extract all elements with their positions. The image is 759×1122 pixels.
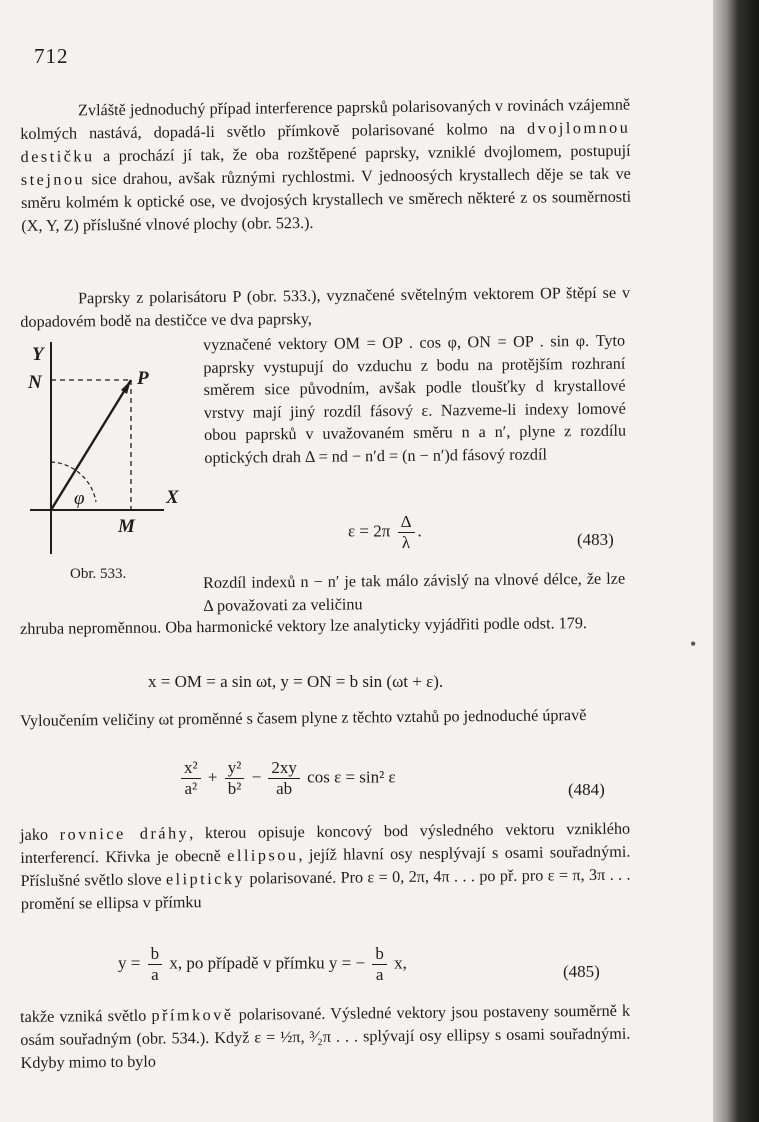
equation-xy: x = OM = a sin ωt, y = ON = b sin (ωt + ε). bbox=[148, 672, 444, 691]
equation-number-483: (483) bbox=[577, 530, 614, 549]
paragraph-harmonic: zhruba neproměnnou. Oba harmonické vektory lze analyticky vyjádřiti podle odst. 179. bbox=[20, 614, 588, 638]
emphasis-text: elipticky bbox=[165, 869, 246, 889]
eq-denominator: a bbox=[375, 965, 384, 984]
label-n: N bbox=[28, 372, 42, 393]
paragraph-elimination: Vyloučením veličiny ωt proměnné s časem plyne z těchto vztahů po jednoduché úpravě bbox=[20, 706, 587, 730]
eq-tail: cos ε = sin² ε bbox=[307, 767, 396, 787]
text-run: Zvláště jednoduchý případ interference paprsků polarisovaných v rovinách vzájemně kolmých nastává, dopadá-li světlo přímkově polarisované kolmo na bbox=[20, 95, 631, 143]
eq-numerator: x² bbox=[181, 758, 201, 779]
eq-numerator: 2xy bbox=[268, 758, 300, 779]
eq-denominator: ab bbox=[276, 779, 293, 798]
eq-denominator: a² bbox=[184, 779, 198, 798]
label-phi: φ bbox=[74, 488, 85, 509]
eq-numerator: b bbox=[148, 944, 163, 965]
paragraph-linear bbox=[20, 1000, 631, 1075]
eq-lhs: ε = 2π bbox=[348, 521, 391, 541]
label-m: M bbox=[118, 516, 135, 537]
eq-fraction bbox=[372, 944, 387, 985]
equation-number-485: (485) bbox=[563, 962, 600, 981]
equation-485 bbox=[118, 944, 407, 985]
page-number: 712 bbox=[34, 44, 69, 68]
equation-number-484: (484) bbox=[568, 780, 605, 799]
emphasis-text: dvojlomnou destičku bbox=[20, 118, 631, 166]
eq-numerator: y² bbox=[225, 758, 245, 779]
label-x: X bbox=[166, 487, 179, 508]
text-run: , kterou opisuje koncový bod výsledného vektoru vzniklého interferencí. Křivka je obecně bbox=[20, 819, 631, 867]
paragraph-polarizer: Paprsky z polarisátoru P (obr. 533.), vyznačené světelným vektorem OP štěpí se v dopadovém bodě na destičce ve dva paprsky, bbox=[20, 283, 631, 331]
figure-caption: Obr. 533. bbox=[70, 566, 127, 582]
text-run: jako bbox=[20, 825, 60, 844]
eq-fraction bbox=[148, 944, 163, 985]
equation-484 bbox=[178, 758, 396, 799]
eq-fraction bbox=[181, 758, 201, 799]
eq-fraction bbox=[268, 758, 300, 799]
eq-numerator: b bbox=[372, 944, 387, 965]
emphasis-text: přímkově bbox=[151, 1005, 234, 1025]
eq-operator: − bbox=[251, 767, 262, 787]
paragraph-ellipse bbox=[20, 818, 631, 916]
emphasis-text: rovnice dráhy bbox=[59, 824, 190, 844]
text-run: sice drahou, avšak různými rychlostmi. V jednoosých krystallech děje se tak ve směru kolmém k optické ose, ve dvojosých krystallech ve směrech některé z os souměrnosti (X, Y, Z) příslušné vlnové plochy (obr. 523.). bbox=[20, 164, 632, 235]
margin-mark: • bbox=[690, 634, 697, 654]
eq-fraction bbox=[398, 512, 415, 553]
eq-fraction bbox=[225, 758, 245, 799]
text-run: takže vzniká světlo bbox=[20, 1006, 152, 1026]
paragraph-side-vectors: vyznačené vektory OM = OP . cos φ, ON = OP . sin φ. Tyto paprsky vystupují do vzduchu z bodu na protějším rozhraní směrem sice původním, avšak podle tloušťky d krystallové vrstvy mají jiný rozdíl fásový ε. Nazveme-li indexy lomové obou paprsků v uvažovaném směru n a n′, plyne z rozdílu optických drah Δ = nd − n′d = (n − n′)d fásový rozdíl bbox=[203, 331, 627, 467]
eq-numerator: Δ bbox=[398, 512, 415, 533]
text-run: polarisované. Výsledné vektory jsou postaveny souměrně k osám souřadným (obr. 534.). Když ε = ½π, ³⁄₂π . . . splývají osy ellipsy s osami souřadnými. Kdyby mimo to bylo bbox=[20, 1001, 631, 1072]
eq-operator: + bbox=[207, 767, 218, 787]
equation-483 bbox=[348, 512, 422, 553]
vector-diagram bbox=[18, 332, 198, 582]
eq-text: x, bbox=[394, 953, 407, 973]
text-run: , jejíž hlavní osy nesplývají s osami souřadnými. Příslušné světlo slove bbox=[20, 842, 631, 890]
page-shadow-edge bbox=[713, 0, 759, 1122]
figure-533 bbox=[18, 332, 198, 582]
paragraph-side-indices: Rozdíl indexů n − n′ je tak málo závislý na vlnové délce, že lze Δ považovati za veličinu bbox=[203, 569, 626, 615]
paragraph-interference bbox=[20, 94, 631, 238]
eq-denominator: a bbox=[151, 965, 159, 984]
emphasis-text: stejnou bbox=[20, 170, 86, 189]
eq-text: y = bbox=[118, 953, 141, 973]
label-p: P bbox=[137, 368, 149, 389]
eq-text: x, po případě v přímku y = − bbox=[169, 953, 366, 973]
vector-op bbox=[51, 380, 131, 510]
eq-tail: . bbox=[417, 521, 422, 541]
text-run: a prochází jí tak, že oba rozštěpené paprsky, vzniklé dvojlomem, postupují bbox=[94, 141, 631, 166]
text-run: polarisované. Pro ε = 0, 2π, 4π . . . po př. pro ε = π, 3π . . . promění se ellipsa v přímku bbox=[20, 865, 631, 913]
eq-denominator: b² bbox=[227, 779, 242, 798]
eq-denominator: λ bbox=[401, 533, 411, 552]
label-y: Y bbox=[32, 344, 44, 365]
emphasis-text: ellipsou bbox=[227, 846, 299, 865]
